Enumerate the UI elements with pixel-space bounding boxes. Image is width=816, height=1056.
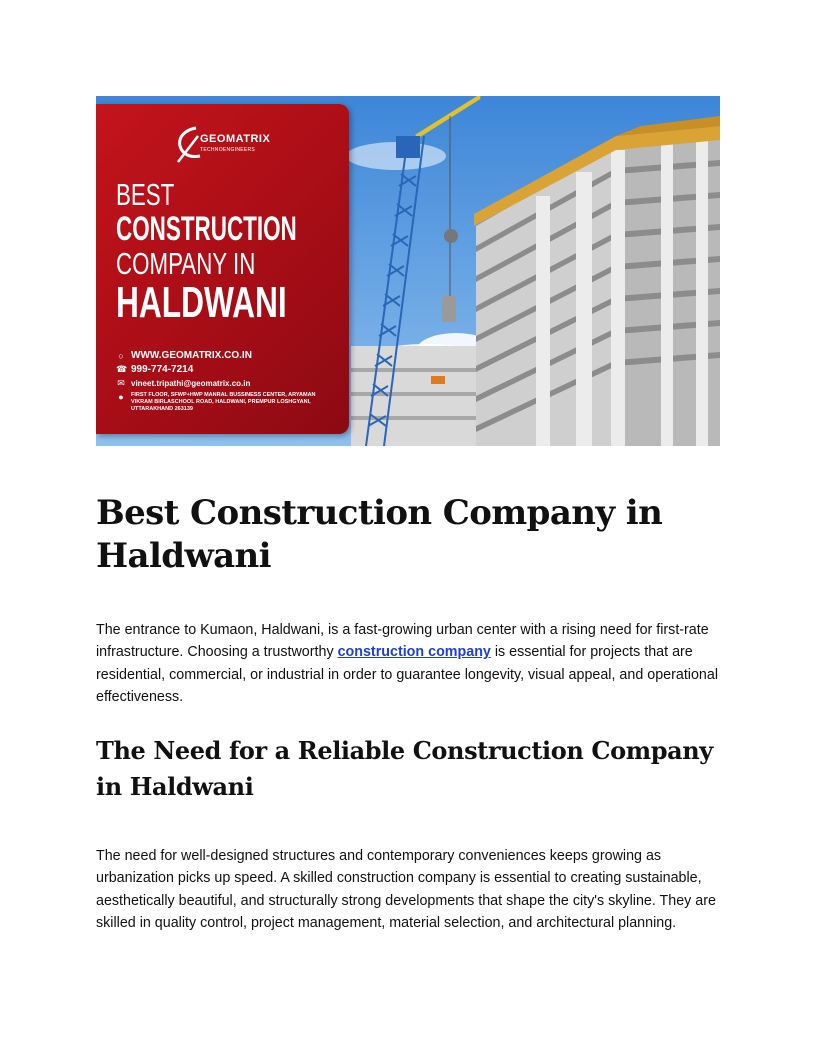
logo-name: GEOMATRIX bbox=[200, 133, 271, 145]
crane-hook bbox=[444, 229, 458, 243]
contact-website-row bbox=[116, 350, 336, 361]
page-title: Best Construction Company in Haldwani bbox=[96, 493, 663, 576]
contact-address-row bbox=[116, 392, 336, 413]
headline-line-4: HALDWANI bbox=[116, 278, 287, 327]
intro-paragraph bbox=[96, 619, 720, 708]
headline-line-1: BEST bbox=[116, 177, 175, 212]
location-pin-icon: ● bbox=[118, 392, 124, 402]
company-logo bbox=[174, 122, 284, 168]
globe-icon: ○ bbox=[118, 350, 124, 361]
section-paragraph: The need for well-designed structures and contemporary conveniences keeps growing as urbanization picks up speed. A skilled construction company is essential to creating sustainable, aesthetically beautiful, and structurally strong developments that shape the city's skyline. They are skilled in quality control, project management, material selection, and architectural planning. bbox=[96, 848, 716, 931]
contact-block bbox=[116, 350, 336, 416]
banner-headline bbox=[116, 178, 390, 326]
contact-phone: 999-774-7214 bbox=[131, 364, 194, 375]
crane-cab bbox=[396, 136, 420, 158]
geomatrix-logo-icon bbox=[174, 122, 204, 168]
mail-icon: ✉ bbox=[117, 378, 125, 388]
intro-text-after: is essential for projects that are residential, commercial, or industrial in order to guarantee longevity, visual appeal, and operational effectiveness. bbox=[96, 644, 718, 705]
headline-line-2: CONSTRUCTION bbox=[116, 210, 297, 248]
contact-address: FIRST FLOOR, SFWP+HWP MANRAL BUSSINESS CENTER, ARYAMAN VIKRAM BIRLASCHOOL ROAD, HALDWANI, PREMPUR LOSHGYANI, UTTARAKHAND 263139 bbox=[131, 392, 316, 412]
contact-phone-row bbox=[116, 364, 336, 375]
logo-tagline: TECHNOENGINEERS bbox=[200, 147, 256, 153]
phone-icon: ☎ bbox=[116, 364, 128, 374]
intro-text-before: The entrance to Kumaon, Haldwani, is a fast-growing urban center with a rising need for first-rate infrastructure. Choosing a trustworthy bbox=[96, 622, 709, 661]
section-heading: The Need for a Reliable Construction Company in Haldwani bbox=[96, 736, 713, 801]
crane-bucket bbox=[442, 296, 456, 322]
promo-card bbox=[96, 104, 349, 434]
hero-banner-image bbox=[96, 96, 720, 446]
headline-line-3: COMPANY IN bbox=[116, 246, 256, 281]
construction-company-link[interactable]: construction company bbox=[337, 644, 491, 661]
contact-email: vineet.tripathi@geomatrix.co.in bbox=[131, 379, 251, 388]
contact-email-row bbox=[116, 378, 336, 389]
contact-website: WWW.GEOMATRIX.CO.IN bbox=[131, 350, 252, 361]
